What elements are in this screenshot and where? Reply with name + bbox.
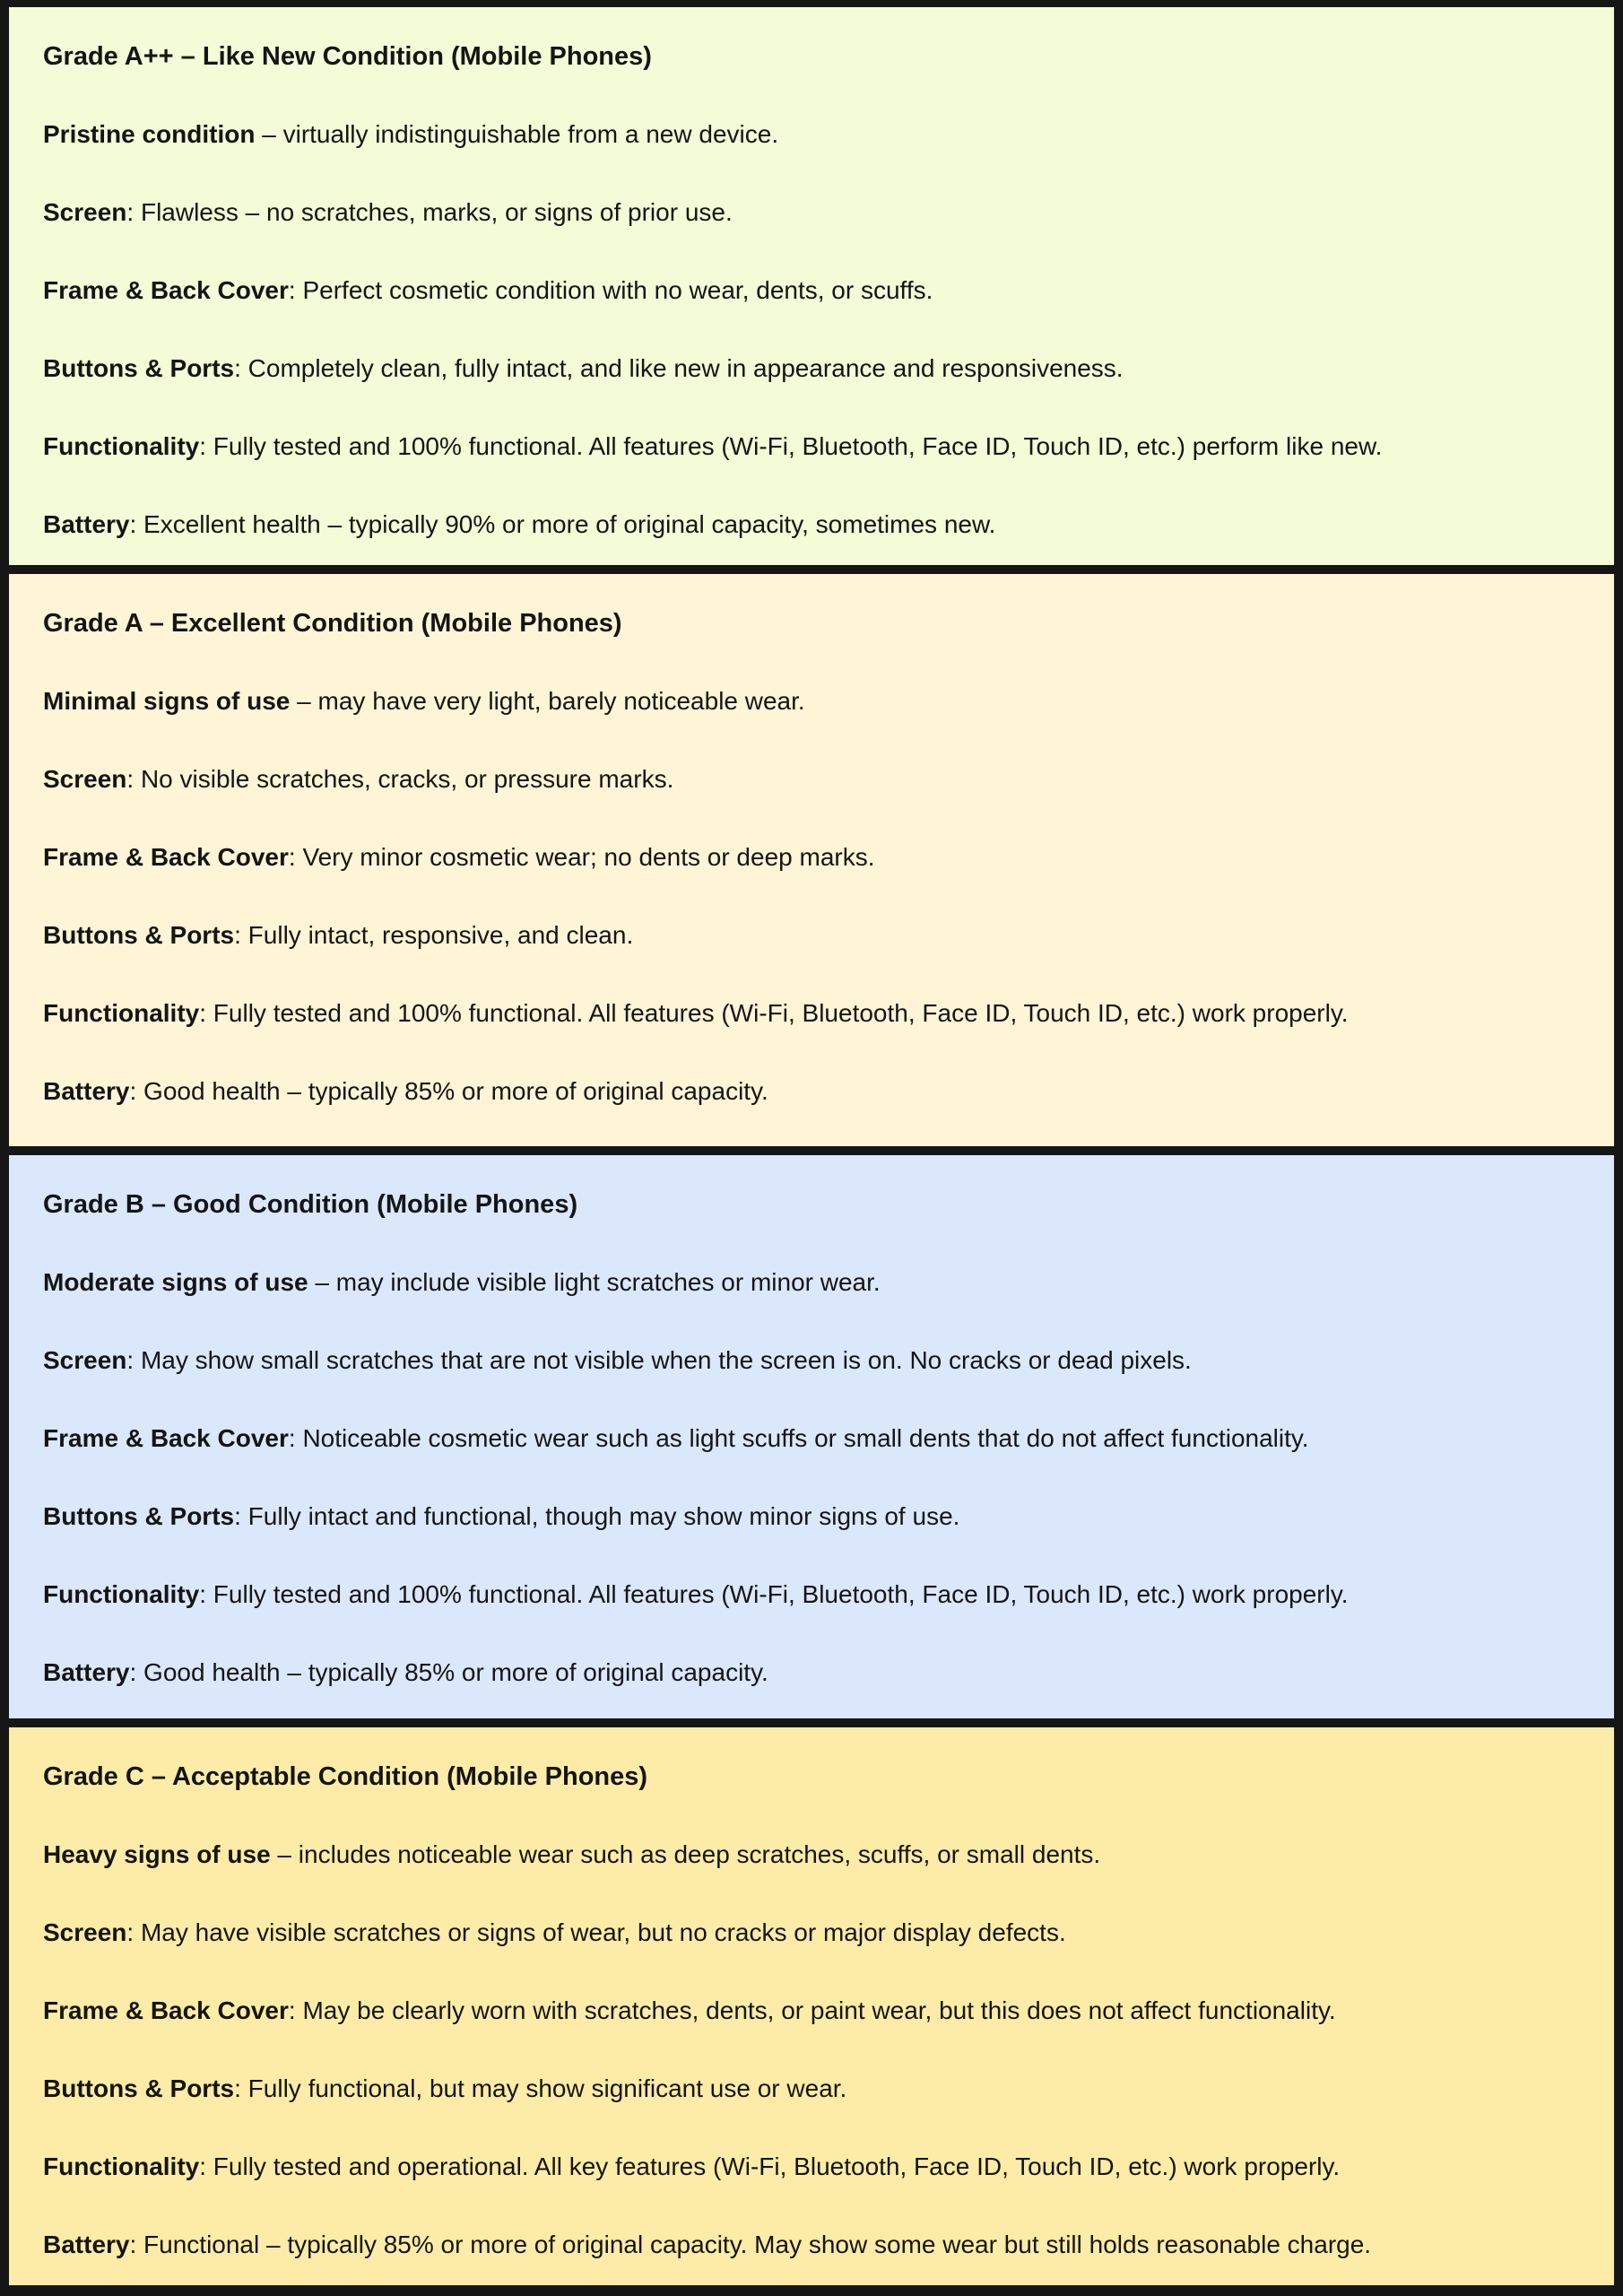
spec-label: Screen	[43, 198, 127, 226]
spec-label: Moderate signs of use	[43, 1268, 308, 1296]
spec-text: : Good health – typically 85% or more of original capacity.	[129, 1077, 768, 1105]
spec-line-condition	[43, 686, 1578, 717]
spec-text: : No visible scratches, cracks, or pressure marks.	[126, 765, 674, 793]
spec-line-screen	[43, 764, 1578, 795]
spec-line-functionality	[43, 1579, 1578, 1610]
spec-text: : Excellent health – typically 90% or more of original capacity, sometimes new.	[129, 510, 996, 538]
spec-line-battery	[43, 1657, 1578, 1688]
spec-line-functionality	[43, 2152, 1578, 2182]
section-heading: Grade C – Acceptable Condition (Mobile Phones)	[43, 1762, 648, 1791]
spec-text: : May be clearly worn with scratches, dents, or paint wear, but this does not affect functionality.	[288, 1996, 1336, 2024]
spec-line-buttons	[43, 353, 1578, 384]
spec-label: Screen	[43, 1346, 127, 1374]
spec-text: : Completely clean, fully intact, and like new in appearance and responsiveness.	[234, 354, 1124, 382]
spec-line-frame	[43, 1996, 1578, 2026]
spec-text: : Noticeable cosmetic wear such as light scuffs or small dents that do not affect functionality.	[288, 1424, 1309, 1452]
spec-label: Functionality	[43, 999, 200, 1027]
section-heading: Grade A – Excellent Condition (Mobile Phones)	[43, 609, 622, 638]
section-grade-c	[9, 1727, 1614, 2285]
spec-line-functionality	[43, 998, 1578, 1029]
section-heading: Grade B – Good Condition (Mobile Phones)	[43, 1190, 578, 1219]
spec-line-screen	[43, 197, 1578, 228]
spec-label: Functionality	[43, 2152, 200, 2180]
spec-text: : May have visible scratches or signs of wear, but no cracks or major display defects.	[126, 1918, 1066, 1946]
spec-line-frame	[43, 842, 1578, 873]
spec-text: : Fully intact and functional, though may show minor signs of use.	[234, 1502, 960, 1530]
spec-label: Battery	[43, 510, 130, 538]
spec-line-functionality	[43, 431, 1578, 462]
spec-label: Buttons & Ports	[43, 921, 235, 949]
spec-label: Frame & Back Cover	[43, 1996, 289, 2024]
spec-line-condition	[43, 1267, 1578, 1298]
spec-line-buttons	[43, 1501, 1578, 1532]
spec-text: : Fully tested and 100% functional. All features (Wi-Fi, Bluetooth, Face ID, Touch ID, etc.) work properly.	[199, 999, 1349, 1027]
spec-text: : Good health – typically 85% or more of original capacity.	[129, 1658, 768, 1686]
section-grade-a-plus-plus	[9, 7, 1614, 565]
spec-label: Battery	[43, 2231, 130, 2258]
spec-text: – virtually indistinguishable from a new device.	[255, 120, 779, 148]
spec-label: Minimal signs of use	[43, 687, 291, 715]
spec-text: : Fully tested and 100% functional. All features (Wi-Fi, Bluetooth, Face ID, Touch ID, etc.) perform like new.	[199, 432, 1383, 460]
spec-label: Pristine condition	[43, 120, 256, 148]
section-grade-b	[9, 1155, 1614, 1718]
spec-label: Battery	[43, 1658, 130, 1686]
spec-line-battery	[43, 1076, 1578, 1107]
spec-text: : Flawless – no scratches, marks, or signs of prior use.	[126, 198, 733, 226]
spec-text: : Very minor cosmetic wear; no dents or deep marks.	[288, 843, 875, 871]
spec-label: Frame & Back Cover	[43, 276, 289, 304]
spec-text: – may include visible light scratches or minor wear.	[308, 1268, 881, 1296]
spec-text: – may have very light, barely noticeable wear.	[290, 687, 805, 715]
spec-text: : Perfect cosmetic condition with no wear, dents, or scuffs.	[288, 276, 933, 304]
spec-text: : Fully functional, but may show significant use or wear.	[234, 2074, 847, 2102]
spec-label: Heavy signs of use	[43, 1840, 271, 1868]
spec-label: Functionality	[43, 1580, 200, 1608]
spec-label: Screen	[43, 765, 127, 793]
section-heading: Grade A++ – Like New Condition (Mobile Phones)	[43, 42, 652, 71]
spec-line-frame	[43, 1423, 1578, 1454]
spec-line-screen	[43, 1918, 1578, 1948]
spec-line-condition	[43, 1839, 1578, 1870]
spec-label: Buttons & Ports	[43, 354, 235, 382]
spec-text: : Fully tested and operational. All key features (Wi-Fi, Bluetooth, Face ID, Touch ID, etc.) work properly.	[199, 2152, 1341, 2180]
spec-label: Screen	[43, 1918, 127, 1946]
spec-text: : Fully intact, responsive, and clean.	[234, 921, 634, 949]
spec-text: : Functional – typically 85% or more of original capacity. May show some wear but still holds reasonable charge.	[129, 2231, 1372, 2258]
spec-text: : Fully tested and 100% functional. All features (Wi-Fi, Bluetooth, Face ID, Touch ID, etc.) work properly.	[199, 1580, 1349, 1608]
spec-label: Functionality	[43, 432, 200, 460]
spec-label: Frame & Back Cover	[43, 843, 289, 871]
spec-line-buttons	[43, 2074, 1578, 2104]
spec-label: Buttons & Ports	[43, 2074, 235, 2102]
spec-line-condition	[43, 119, 1578, 150]
spec-text: – includes noticeable wear such as deep scratches, scuffs, or small dents.	[270, 1840, 1101, 1868]
spec-line-battery	[43, 2230, 1578, 2260]
spec-label: Battery	[43, 1077, 130, 1105]
section-grade-a	[9, 574, 1614, 1146]
spec-line-frame	[43, 275, 1578, 306]
spec-text: : May show small scratches that are not visible when the screen is on. No cracks or dead pixels.	[126, 1346, 1192, 1374]
spec-label: Buttons & Ports	[43, 1502, 235, 1530]
spec-label: Frame & Back Cover	[43, 1424, 289, 1452]
spec-line-battery	[43, 509, 1578, 540]
spec-line-screen	[43, 1345, 1578, 1376]
spec-line-buttons	[43, 920, 1578, 951]
